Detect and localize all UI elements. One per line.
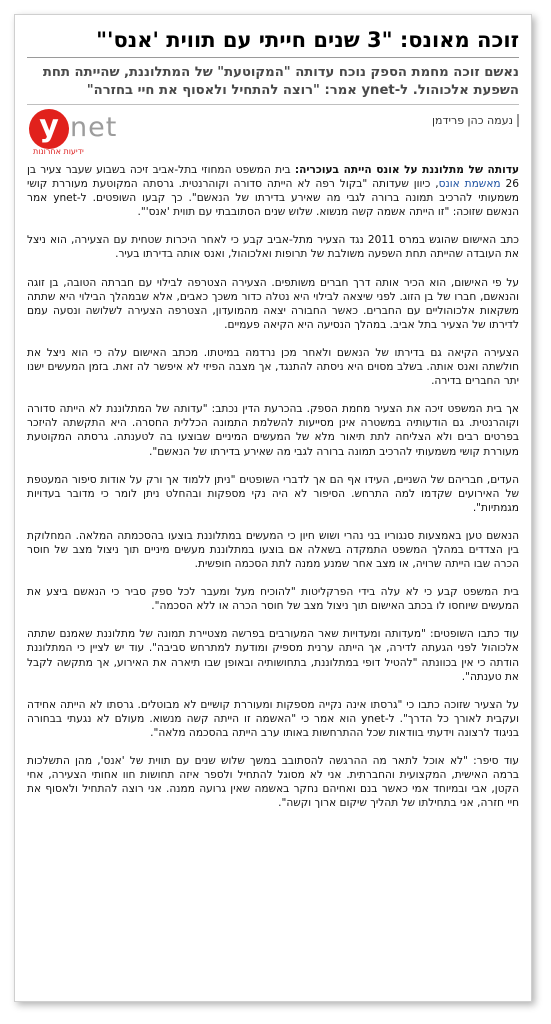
paragraph-9: עוד כתבו השופטים: "מעדותה ומעדויות שאר המעורבים בפרשה מצטיירת תמונה של מתלוננת שאמנם שתתה אלכוהול לפני הגעתה לדירה, אך הייתה ערנית מספיק ומודעת למתרחש סביבה". עוד יש לציין כי המתלוננת הודתה כי אין בכוונתה "להטיל דופי במתלוננת, בתחושותיה ובאופן שבו תיארה את האירוע, אך מתקשה לקבל את טענתה". [27, 628, 519, 683]
paragraph-2: כתב האישום שהוגש במרס 2011 נגד הצעיר מתל-אביב קבע כי לאחר היכרות שטחית עם הצעירה, הוא ניצל את העובדה שהייתה תחת השפעה משולבת של תרופות ואלכוהול, ואנס אותה בדירתו בעיר. [27, 234, 519, 261]
paragraph-8: בית המשפט קבע כי לא עלה בידי הפרקליטות "להוכיח מעל ומעבר לכל ספק סביר כי הנאשם ביצע את המעשים שיוחסו לו בכתב האישום תוך ניצול מצב של חוסר הכרה או ללא הסכמה". [27, 586, 519, 613]
rape-charge-link[interactable]: מאשמת אונס [438, 178, 501, 191]
paragraph-6: העדים, חבריהם של השניים, העידו אף הם אך לדברי השופטים "ניתן ללמוד אך ורק על אודות סיפור המעטפת של האירועים שקדמו למה התרחש. הסיפור לא היה נקי מספקות ובהחלט ניתן לומר כי מדובר בעדויות מגמתיות". [27, 473, 519, 514]
paragraph-11: עוד סיפר: "לא אוכל לתאר מה ההרגשה להסתובב במשך שלוש שנים עם תווית של 'אנס', מהן התשלכות ברמה האישית, המקצועית והחברתית. אני לא מסוגל להתחיל ולספר איזה תחושות חוו אחותי הצעירה, אחי הקטן, אבי ובמיוחד אמי כאשר בנם ואחיהם נחקר באשמה שאין גרועה ממנה. אני רוצה להתחיל ולאסוף את חיי חזרה, אני בתחילתו של תהליך שיקום ארוך וקשה". [27, 755, 519, 810]
ynet-logo[interactable] [29, 107, 117, 157]
article-frame [14, 14, 532, 1002]
paragraph-1 [27, 163, 519, 219]
paragraph-1-lead: עדותה של מתלוננת על אונס הייתה בעוכריה: [294, 164, 519, 176]
paragraph-5: אך בית המשפט זיכה את הצעיר מחמת הספק. בהכרעת הדין נכתב: "עדותה של המתלוננת לא הייתה סדורה וקוהרנטית. גם הודעותיה במשטרה אינן מסייעות להשלמת התמונה הכללית החסרה. היא התקשתה להיזכר בפרטים רבים ולא הצליחה לתת תיאור מלא של המעשים המיניים שבוצעו בה לטענתה. גרסתה המקוטעת מעוררת קושי משמעותי להרכיב תמונה ברורה לגבי מה שאירע בדירתו של הנאשם". [27, 403, 519, 458]
paragraph-10: על הצעיר שזוכה כתבו כי "גרסתו אינה נקייה מספקות ומעוררת קושיים לא מבוטלים. גרסתו לא הייתה אחידה ועקבית לאורך כל הדרך". ל-ynet הוא אמר כי "האשמה זו הייתה קשה מנשוא. מעולם לא נגעתי בבחורה בניגוד לרצונה וידעתי בוודאות שכל ההתרחשות באותו ערב הייתה בהסכמה מלאה". [27, 698, 519, 739]
headline-divider [27, 57, 519, 58]
paragraph-4: הצעירה הקיאה גם בדירתו של הנאשם ולאחר מכן נרדמה במיטתו. מכתב האישום עלה כי הוא ניצל את חולשתה ואנס אותה. בשלב מסוים היא ניסתה להתנגד, אך מצבה הפיזי לא איפשר לה זאת. בזמן המעשים ישנו יתר החברים בדירה. [27, 346, 519, 388]
author-byline[interactable]: נעמה כהן פרידמן [432, 114, 519, 127]
paragraph-7: הנאשם טען באמצעות סנגוריו בני נהרי ושוש חיון כי המעשים במתלוננת בוצעו בהסכמתה המלאה. המחלוקת בין הצדדים במהלך המשפט התמקדה בשאלה אם בוצעו במתלוננת מעשים מיניים תוך ניצול מצב של חוסר הכרה שבו הייתה שרויה, או מצב אחר שמנע ממנה לתת הסכמה חופשית. [27, 529, 519, 571]
paragraph-1-after-link: , כיוון שעדותה "בקול רפה לא הייתה סדורה וקוהרנטית. גרסתה המקוטעת מעוררת קושי משמעותי להרכיב תמונה ברורה לגבי מה שאירע בדירתו של הנאשם". כך קבעו השופטים. ל-ynet אמר הנאשם שזוכה: "זו הייתה אשמה קשה מנשוא. שלוש שנים הסתובבתי עם תווית 'אנס'". [27, 178, 520, 219]
paragraph-1-before-link: בית המשפט המחוזי בתל-אביב זיכה בשבוע שעבר צעיר בן 26 [27, 164, 519, 191]
logo-tagline: ידיעות אחרונות [33, 147, 84, 156]
article-subheadline: נאשם זוכה מחמת הספק נוכח עדותה "המקוטעת" של המתלוננת, שהייתה תחת השפעת אלכוהול. ל-ynet אמר: "רוצה להתחיל ולאסוף את חיי בחזרה" [42, 65, 519, 98]
article-body [27, 163, 519, 810]
logo-letter: y [29, 109, 69, 149]
paragraph-3: על פי האישום, הוא הכיר אותה דרך חברים משותפים. הצעירה הצטרפה לבילוי עם חברתה הטובה, בן זוגה והנאשם, חברו של בן הזוג. לפני שיצאה לבילוי היא נטלה כדור משכך כאבים, אלא שבמהלך הבילוי היא שתתה משקאות אלכוהוליים עם החברים. כאשר החבורה יצאה מהמועדון, הצטרפה הצעירה לשלושה ונסעה עמם לדירתו של הצעיר בתל אביב. במהלך הנסיעה היא הקיאה פעמיים. [27, 276, 519, 331]
logo-word: net [70, 112, 118, 143]
article-headline: זוכה מאונס: "3 שנים חייתי עם תווית 'אנס'" [96, 28, 519, 52]
article [27, 23, 519, 993]
byline-bar [27, 104, 519, 161]
